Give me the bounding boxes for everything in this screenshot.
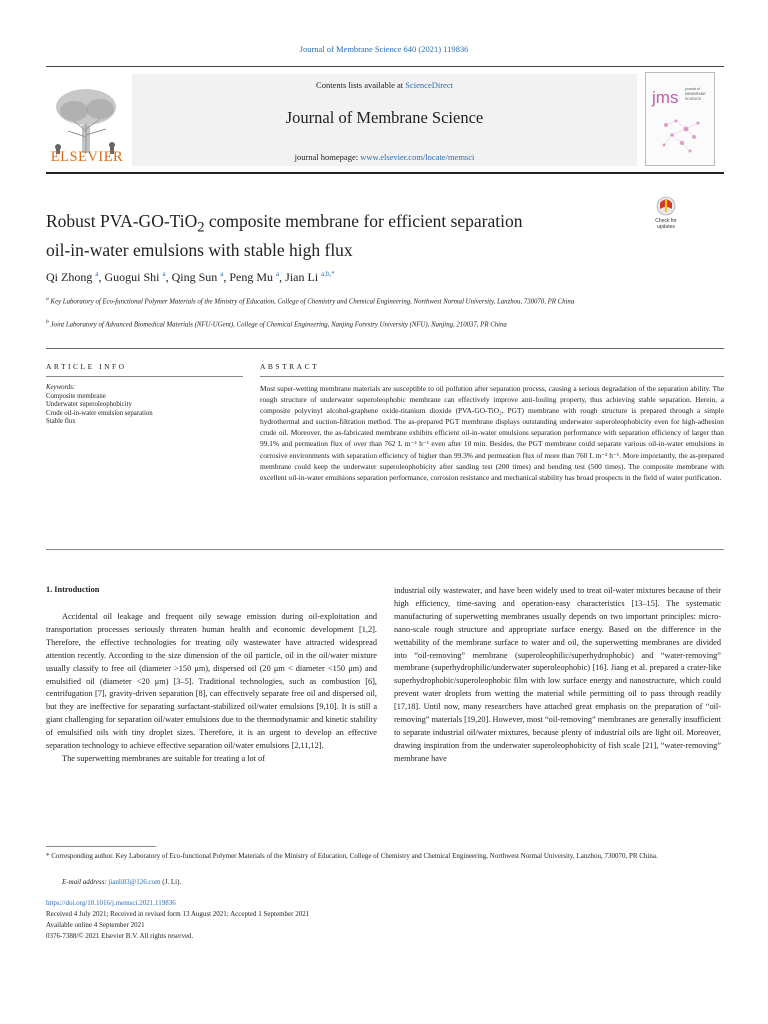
article-title	[46, 210, 606, 261]
affiliation-text: Joint Laboratory of Advanced Biomedical Materials (NFU-UGent), College of Chemical Engineering, Nanjing Forestry University (NFU), Nanjing, 210037, PR China	[50, 321, 507, 329]
affiliation-mark: b	[46, 319, 49, 325]
cover-art	[646, 73, 714, 165]
journal-cover-image[interactable]	[645, 72, 715, 166]
keyword-item: Underwater superoleophobicity	[46, 401, 132, 408]
keywords-label: Keywords:	[46, 384, 76, 391]
affiliation-mark: a	[46, 296, 49, 302]
title-line-2: oil-in-water emulsions with stable high flux	[46, 239, 353, 260]
keyword-item: Crude oil-in-water emulsion separation	[46, 409, 153, 417]
author-affiliation-mark[interactable]: a	[95, 270, 99, 278]
intro-paragraph-continued: industrial oily wastewater, and have been widely used to treat oil-water mixtures because of their high efficiency, time-saving and operation-easy characteristics [13–15]. The systematic manufacturing of superwetting membranes usually depends on two important principles: micro-nano-scale rough structure and appropriate surface energy. Based on the difference in the wettability of the membrane surface to water and oil, the superwetting membranes are divided into “oil-removing” membrane (superoleophilic/superhydrophobic) and “water-removing” membrane (superhydrophilic/underwater superoleophobic) [16]. Jiang et al. prepared a crater-like superhydrophobic/superoleophobic film with low surface energy and nanostructure, which could prevent water droplets from wetting the material while permitting oil to pass through readily [17,18]. Until now, many researchers have attached great emphasis on the preparation of “oil-removing” materials [19,20]. However, most “oil-removing” membranes are generally insufficient to separate industrial oil/water mixtures, because plenty of industrial oils are light oil. Moreover, drawing inspiration from the underwater superoleophobicity of fish scale [21], “water-removing” membrane have	[394, 586, 721, 763]
keyword-item: Composite membrane	[46, 392, 106, 400]
cover-title-line-2: MEMBRANE	[685, 92, 706, 96]
body-column-right	[394, 585, 721, 766]
available-online: Available online 4 September 2021	[46, 921, 145, 929]
publication-info	[46, 898, 309, 942]
contents-line	[132, 80, 637, 90]
email-link[interactable]: jianli83@126.com	[108, 878, 161, 886]
keyword-item: Stable flux	[46, 418, 76, 425]
affiliation-a	[46, 295, 686, 307]
author-name[interactable]: Guogui Shi	[104, 270, 160, 284]
cover-title-line-3: SCIENCE	[685, 97, 701, 101]
section-heading-introduction: 1. Introduction	[46, 585, 100, 594]
doi-link[interactable]: https://doi.org/10.1016/j.memsci.2021.119836	[46, 899, 176, 907]
keywords-block	[46, 384, 243, 427]
title-subscript: 2	[197, 219, 205, 236]
abstract-underline	[260, 376, 724, 377]
homepage-link[interactable]: www.elsevier.com/locate/memsci	[360, 152, 475, 162]
contents-prefix: Contents lists available at	[316, 80, 406, 90]
author-affiliation-mark[interactable]: a	[162, 270, 166, 278]
check-badge-line-2: updates	[657, 224, 675, 230]
author-name[interactable]: Qing Sun	[171, 270, 218, 284]
footnote-rule	[46, 846, 156, 847]
email-suffix: (J. Li).	[160, 878, 182, 886]
sciencedirect-link[interactable]: ScienceDirect	[405, 80, 453, 90]
journal-citation-link[interactable]: Journal of Membrane Science 640 (2021) 119836	[299, 44, 469, 54]
elsevier-wordmark: ELSEVIER	[50, 149, 124, 165]
cover-title-line-1: journal of	[685, 87, 700, 91]
homepage-label: journal homepage:	[294, 152, 361, 162]
header-bottom-rule	[46, 172, 724, 174]
author-affiliation-mark[interactable]: a,b,*	[321, 270, 335, 278]
author-name[interactable]: Jian Li	[285, 270, 319, 284]
intro-paragraph-1: Accidental oil leakage and frequent oily sewage emission during oil-exploitation and transportation processes seriously threaten human health and economic development [1,2]. Therefore, the effective technologies for treating oily wastewater have attracted widespread attention recently. According to the size dimension of the oil particle, oil in the oil/water mixture usually classify to free oil (diameter >150 μm), dispersed oil (20 μm < diameter <150 μm) and emulsified oil (diameter <20 μm) [3–5]. Traditional technologies, such as combustion [6], centrifugation [7], gravity-driven separation [8], can effectively separate free oil and dispersed oil, but they are ineffective for separating surfactant-stabilized oil/water emulsions [9,10]. It is still a giant challenging for separation oil/water emulsions due to the thermodynamic and kinetic stability of emulsified oils with tiny droplet sizes. Therefore, it is an urgent to develop an effective separation technology to achieve effective separation oil/water emulsions [2,11,12].	[46, 612, 377, 751]
affiliation-text: Key Laboratory of Eco-functional Polymer Materials of the Ministry of Education, College of Chemistry and Chemical Engineering, Northwest Normal University, Lanzhou, 730070, PR China	[50, 298, 575, 306]
abstract-heading: ABSTRACT	[260, 362, 320, 371]
check-badge-line-1: Check for	[655, 218, 677, 224]
affiliation-b	[46, 318, 686, 330]
cover-abbrev: jms	[652, 88, 679, 107]
title-line-1-post: composite membrane for efficient separation	[204, 211, 523, 231]
corresponding-author-footnote: * Corresponding author. Key Laboratory of Eco-functional Polymer Materials of the Ministry of Education, College of Chemistry and Chemical Engineering, Northwest Normal University, Lanzhou, 730070, PR China.	[46, 852, 658, 860]
journal-title: Journal of Membrane Science	[285, 108, 484, 127]
intro-paragraph-2: The superwetting membranes are suitable for treating a lot of	[62, 753, 265, 763]
abstract-text: Most super-wetting membrane materials are susceptible to oil pollution after separation process, causing a serious degradation of the separation ability. The rough structure of underwater superoleophobic membrane can effectively improve anti-fouling property, thus achieving stable separation. Herein, a composite polyvinyl alcohol-graphene oxide-titanium dioxide (PVA-GO-TiO₂, PGT) membrane with rough structure is prepared through a simple hydrothermal and suction-filtration method. The as-prepared PGT membrane displays outstanding underwater superoleophobicity even for high-adhesion crude oil. Moreover, the as-fabricated membrane exhibits efficient oil-in-water emulsions separation performance with separation efficiency of larger than 99.1% and permeation flux of over than 762 L m⁻² h⁻¹ even after 10 min. Besides, the PGT membrane could separate various oil-in-water emulsions in corrosive environments with separation efficiency of higher than 99.3% and permeation flux of more than 760 L m⁻² h⁻¹. More importantly, the as-prepared membrane could keep the underwater superoleophobicity after sanding test (200 times) and bending test (500 times). The composite membrane with excellent oil-in-water emulsions separation performance, corrosion resistance and mechanical stability has broad prospects in the field of water purification.	[260, 384, 724, 482]
article-info-underline	[46, 376, 243, 377]
author-affiliation-mark[interactable]: a	[220, 270, 224, 278]
email-label: E-mail address:	[62, 878, 109, 886]
author-name[interactable]: Peng Mu	[229, 270, 274, 284]
abstract-end-rule	[46, 549, 724, 550]
email-line	[62, 878, 181, 886]
copyright-line: 0376-7388/© 2021 Elsevier B.V. All rights reserved.	[46, 932, 194, 940]
received-dates: Received 4 July 2021; Received in revised form 13 August 2021; Accepted 1 September 2021	[46, 910, 310, 918]
author-list: Qi Zhong $^a$, Guogui Shi $^a$, Qing Sun $^a$, Peng Mu $^a$, Jian Li $^{a,b,*}$	[46, 270, 335, 284]
title-line-1-pre: Robust PVA-GO-TiO	[46, 211, 198, 231]
article-info-heading: ARTICLE INFO	[46, 362, 127, 371]
article-info-rule	[46, 348, 724, 349]
body-column-left	[46, 597, 377, 766]
check-for-updates-icon[interactable]	[646, 196, 686, 230]
journal-homepage-line	[132, 152, 637, 162]
author-affiliation-mark[interactable]: a	[276, 270, 280, 278]
author-name[interactable]: Qi Zhong	[46, 270, 93, 284]
header-top-rule	[46, 66, 724, 67]
